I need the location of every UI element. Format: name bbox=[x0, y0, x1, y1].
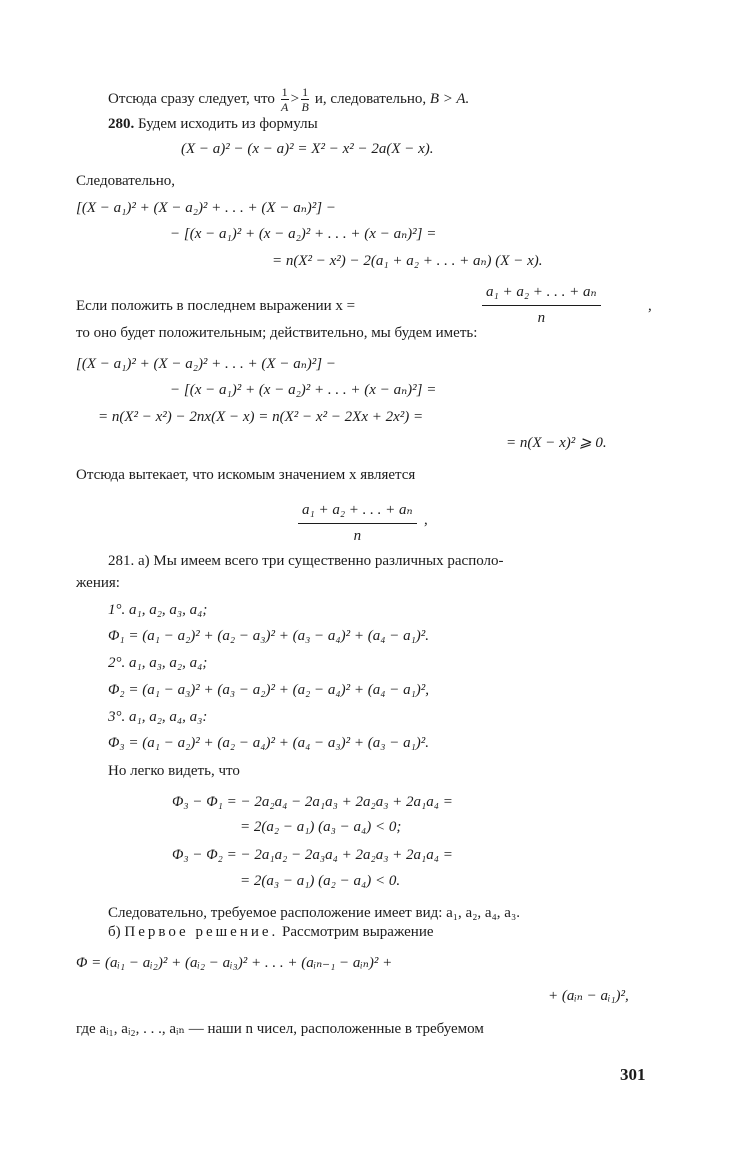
text-line: Отсюда вытекает, что искомым значением x является bbox=[76, 467, 416, 483]
equation-line: = n(X − x)² ⩾ 0. bbox=[506, 435, 607, 451]
equation-line: [(X − a₁)² + (X − a₂)² + . . . + (X − aₙ)²] − bbox=[76, 200, 336, 216]
difference-line: = 2(a₂ − a₁) (a₃ − a₄) < 0; bbox=[240, 819, 402, 835]
text-line: то оно будет положительным; действительно, мы будем иметь: bbox=[76, 325, 478, 341]
equation-line: − [(x − a₁)² + (x − a₂)² + . . . + (x − aₙ)²] = bbox=[170, 382, 437, 398]
fraction-1-over-b: $\frac{1}{B}$ bbox=[301, 85, 309, 114]
problem-280-heading: 280. Будем исходить из формулы bbox=[108, 116, 318, 132]
formula-phi2: Φ₂ = (a₁ − a₃)² + (a₃ − a₂)² + (a₂ − a₄)² + (a₄ − a₁)², bbox=[108, 682, 430, 698]
text-line: Если положить в последнем выражении x = bbox=[76, 298, 356, 314]
text-line: Но легко видеть, что bbox=[108, 763, 240, 779]
page-number: 301 bbox=[620, 1065, 646, 1084]
punctuation: , bbox=[648, 298, 652, 314]
text-line: Отсюда сразу следует, что $\frac{1}{A}$ > $\frac{1}{B}$ и, следовательно, B > A. bbox=[108, 85, 470, 114]
equation-line: = n(X² − x²) − 2nx(X − x) = n(X² − x² − 2Xx + 2x²) = bbox=[98, 409, 424, 425]
fraction-mean: a₁ + a₂ + . . . + aₙ n bbox=[482, 282, 601, 327]
equation-line: [(X − a₁)² + (X − a₂)² + . . . + (X − aₙ)²] − bbox=[76, 356, 336, 372]
text-line: б) Первое решение. Рассмотрим выражение bbox=[108, 924, 434, 940]
fraction-1-over-a: $\frac{1}{A}$ bbox=[281, 85, 289, 114]
formula-phi1: Φ₁ = (a₁ − a₂)² + (a₂ − a₃)² + (a₃ − a₄)² + (a₄ − a₁)². bbox=[108, 628, 430, 644]
fraction-mean-centered: a₁ + a₂ + . . . + aₙ n bbox=[298, 500, 417, 545]
case-2: 2°. a₁, a₃, a₂, a₄; bbox=[108, 655, 208, 671]
formula-phi: Φ = (aᵢ₁ − aᵢ₂)² + (aᵢ₂ − aᵢ₃)² + . . . + (aᵢₙ₋₁ − aᵢₙ)² + bbox=[76, 955, 393, 971]
difference-line: = 2(a₃ − a₁) (a₂ − a₄) < 0. bbox=[240, 873, 401, 889]
case-3: 3°. a₁, a₂, a₄, a₃: bbox=[108, 709, 208, 725]
problem-281-heading: 281. а) Мы имеем всего три существенно различных располо- bbox=[108, 553, 504, 569]
text-line: Следовательно, bbox=[76, 173, 176, 189]
text-line: жения: bbox=[76, 575, 120, 591]
text-line: где aᵢ₁, aᵢ₂, . . ., aᵢₙ — наши n чисел, расположенные в требуемом bbox=[76, 1021, 484, 1037]
formula-phi-cont: + (aᵢₙ − aᵢ₁)², bbox=[548, 988, 629, 1004]
formula-280: (X − a)² − (x − a)² = X² − x² − 2a(X − x). bbox=[181, 141, 434, 157]
text-line: Следовательно, требуемое расположение имеет вид: a₁, a₂, a₄, a₃. bbox=[108, 905, 520, 921]
formula-phi3: Φ₃ = (a₁ − a₂)² + (a₂ − a₄)² + (a₄ − a₃)² + (a₃ − a₁)². bbox=[108, 735, 430, 751]
equation-line: = n(X² − x²) − 2(a₁ + a₂ + . . . + aₙ) (X − x). bbox=[272, 253, 543, 269]
difference-line: Φ₃ − Φ₁ = − 2a₂a₄ − 2a₁a₃ + 2a₂a₃ + 2a₁a₄ = bbox=[172, 794, 453, 810]
equation-line: − [(x − a₁)² + (x − a₂)² + . . . + (x − aₙ)²] = bbox=[170, 226, 437, 242]
case-1: 1°. a₁, a₂, a₃, a₄; bbox=[108, 602, 208, 618]
punctuation: , bbox=[424, 512, 428, 528]
difference-line: Φ₃ − Φ₂ = − 2a₁a₂ − 2a₃a₄ + 2a₂a₃ + 2a₁a₄ = bbox=[172, 847, 453, 863]
